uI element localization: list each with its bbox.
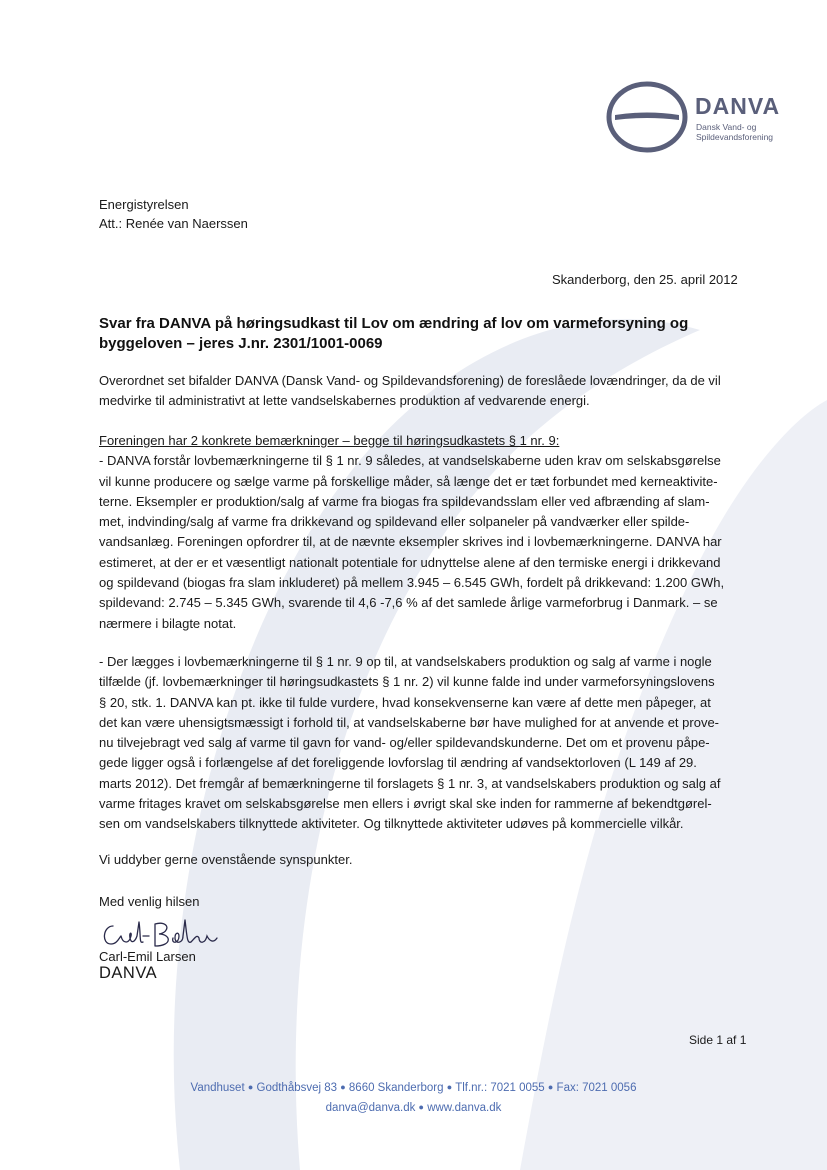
footer-street: Godthåbsvej 83 bbox=[256, 1082, 338, 1094]
page-number: Side 1 af 1 bbox=[689, 1033, 747, 1047]
recipient-name: Energistyrelsen bbox=[99, 197, 189, 212]
remark2-line: tilfælde (jf. lovbemærkninger til høringsudkastets § 1 nr. 2) vil kunne falde ind under varmeforsyningslovens bbox=[99, 674, 715, 690]
footer-fax: Fax: 7021 0056 bbox=[556, 1082, 637, 1094]
date-line: Skanderborg, den 25. april 2012 bbox=[552, 272, 738, 287]
remark1-line: nærmere i bilagte notat. bbox=[99, 615, 237, 631]
bullet-icon: ● bbox=[340, 1082, 346, 1092]
bullet-icon: ● bbox=[547, 1082, 554, 1092]
signer-name: Carl-Emil Larsen bbox=[99, 949, 196, 964]
remark2-line: marts 2012). Det fremgår af bemærkningerne til forslagets § 1 nr. 3, at vandselskabers produktion og salg af bbox=[99, 775, 721, 791]
logo-subtitle-line1: Dansk Vand- og bbox=[696, 122, 757, 132]
remark1-line: og spildevand (biogas fra slam inkluderet) på mellem 3.945 – 6.545 GWh, fordelt på drikkevand: 1.200 GWh, bbox=[99, 575, 725, 591]
remark2-paragraph bbox=[99, 652, 720, 835]
remark2-line: § 20, stk. 1. DANVA kan pt. ikke til fulde vurdere, hvad konsekvenserne kan være af dette men påpeger, at bbox=[99, 694, 711, 710]
footer-web-link[interactable]: www.danva.dk bbox=[427, 1102, 502, 1114]
bullet-icon: ● bbox=[418, 1102, 424, 1112]
intro-line: Overordnet set bifalder DANVA (Dansk Vand- og Spildevandsforening) de foreslåede lovændringer, da de vil bbox=[99, 373, 721, 388]
bullet-icon: ● bbox=[247, 1082, 254, 1092]
remark2-line: det kan være uhensigtsmæssigt i forhold til, at vandselskaberne bør have mulighed for at anvende et prove- bbox=[99, 714, 720, 730]
logo-subtitle-line2: Spildevandsforening bbox=[696, 132, 774, 142]
intro-line: medvirke til administrativt at lette vandselskabernes produktion af vedvarende energi. bbox=[99, 393, 590, 409]
footer-phone: Tlf.nr.: 7021 0055 bbox=[455, 1082, 545, 1094]
footer-email-link[interactable]: danva@danva.dk bbox=[325, 1102, 416, 1114]
remark2-line: gede ligger også i forlængelse af det foreliggende lovforslag til ændring af vandsektorloven (L 149 af 29. bbox=[99, 755, 697, 771]
intro-paragraph bbox=[99, 371, 721, 412]
remark2-line: nu tilvejebragt ved salg af varme til gavn for vand- og/eller spildevandskunderne. Det om et provenu påpe- bbox=[99, 735, 710, 751]
remark1-line: spildevand: 2.745 – 5.345 GWh, svarende til 4,6 -7,6 % af det samlede årlige varmeforbrug i Danmark. – se bbox=[99, 595, 718, 611]
remark1-line: vil kunne producere og sælge varme på forskellige måder, så længe det er tæt forbundet med kerneaktivite- bbox=[99, 473, 718, 489]
remark2-line: sen om vandselskabers tilknyttede aktiviteter. Og tilknyttede aktiviteter udøves på kommercielle vilkår. bbox=[99, 816, 684, 832]
letter-subject: Svar fra DANVA på høringsudkast til Lov om ændring af lov om varmeforsyning og byggeloven – jeres J.nr. 2301/1001-0069 bbox=[99, 315, 689, 352]
remark2-line: - Der lægges i lovbemærkningerne til § 1 nr. 9 op til, at vandselskabers produktion og salg af varme i nogle bbox=[99, 654, 712, 669]
footer-contact-line bbox=[0, 1102, 827, 1114]
remark1-line: vandsanlæg. Foreningen opfordrer til, at de nævnte eksempler skrives ind i lovbemærkningerne. DANVA har bbox=[99, 534, 722, 550]
signer-organization: DANVA bbox=[99, 964, 158, 982]
remark1-line: - DANVA forstår lovbemærkningerne til § 1 nr. 9 således, at vandselskaberne uden krav om selskabsgørelse bbox=[99, 453, 721, 469]
bullet-icon: ● bbox=[446, 1082, 453, 1092]
logo-wordmark: DANVA bbox=[695, 93, 781, 119]
remarks-section bbox=[99, 431, 724, 634]
footer-address-line bbox=[0, 1082, 827, 1094]
greeting: Med venlig hilsen bbox=[99, 894, 200, 909]
recipient-attention: Att.: Renée van Naerssen bbox=[99, 216, 248, 231]
remark1-line: terne. Eksempler er produktion/salg af varme fra biogas fra spildevandsslam eller ved afbrænding af slam- bbox=[99, 493, 710, 509]
closing-line: Vi uddyber gerne ovenstående synspunkter. bbox=[99, 852, 353, 867]
remark1-line: met, indvinding/salg af varme fra drikkevand og spildevand eller solpaneler på vandværker eller spilde- bbox=[99, 514, 690, 530]
remark1-line: estimeret, at der er et væsentligt nationalt potentiale for udnyttelse alene af den termiske energi i drikkevand bbox=[99, 554, 721, 570]
danva-logo-icon bbox=[605, 80, 689, 154]
remark2-line: varme fritages kravet om selskabsgørelse men ellers i øvrigt skal ske inden for rammerne af bekendtgørel- bbox=[99, 796, 712, 812]
footer-city: 8660 Skanderborg bbox=[348, 1082, 444, 1094]
remarks-heading: Foreningen har 2 konkrete bemærkninger – begge til høringsudkastets § 1 nr. 9: bbox=[99, 433, 560, 448]
footer-address: Vandhuset bbox=[190, 1082, 245, 1094]
